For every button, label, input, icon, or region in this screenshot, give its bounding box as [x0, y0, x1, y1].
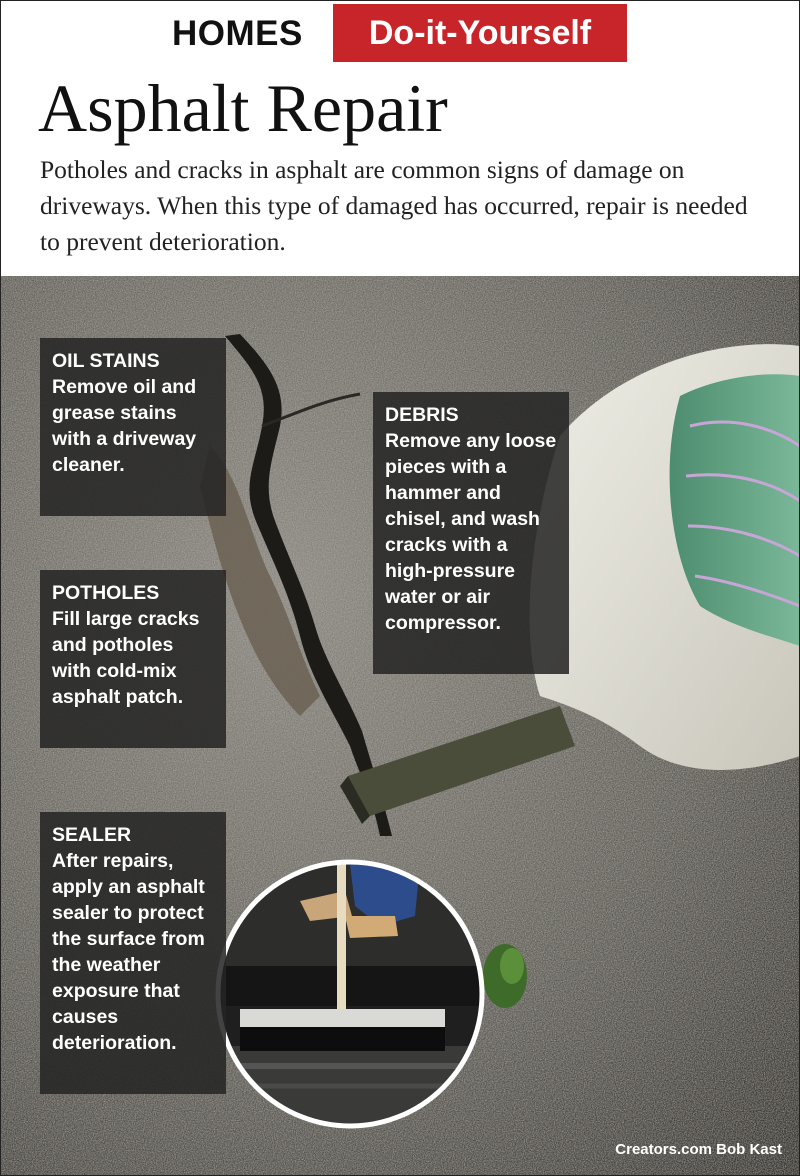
tip-heading: DEBRIS: [385, 404, 459, 426]
section-label: HOMES: [172, 14, 303, 53]
tip-body: Remove any loose pieces with a hammer and chisel, and wash cracks with a high-pressure water or air compressor.: [385, 430, 557, 634]
category-banner: Do-it-Yourself: [333, 4, 627, 62]
tip-body: Fill large cracks and potholes with cold-mix asphalt patch.: [52, 608, 200, 708]
tip-heading: SEALER: [52, 824, 132, 846]
intro-text: Potholes and cracks in asphalt are common signs of damage on driveways. When this type of damaged has occurred, repair is needed to prevent deterioration.: [40, 155, 748, 256]
tip-heading: POTHOLES: [52, 582, 160, 604]
tip-body: After repairs, apply an asphalt sealer to protect the surface from the weather exposure that causes deterioration.: [52, 850, 205, 1054]
tip-heading: OIL STAINS: [52, 350, 160, 372]
tip-body: Remove oil and grease stains with a driveway cleaner.: [52, 376, 197, 476]
page-title: Asphalt Repair: [38, 70, 448, 146]
photo-credit: Creators.com Bob Kast: [615, 1141, 782, 1158]
